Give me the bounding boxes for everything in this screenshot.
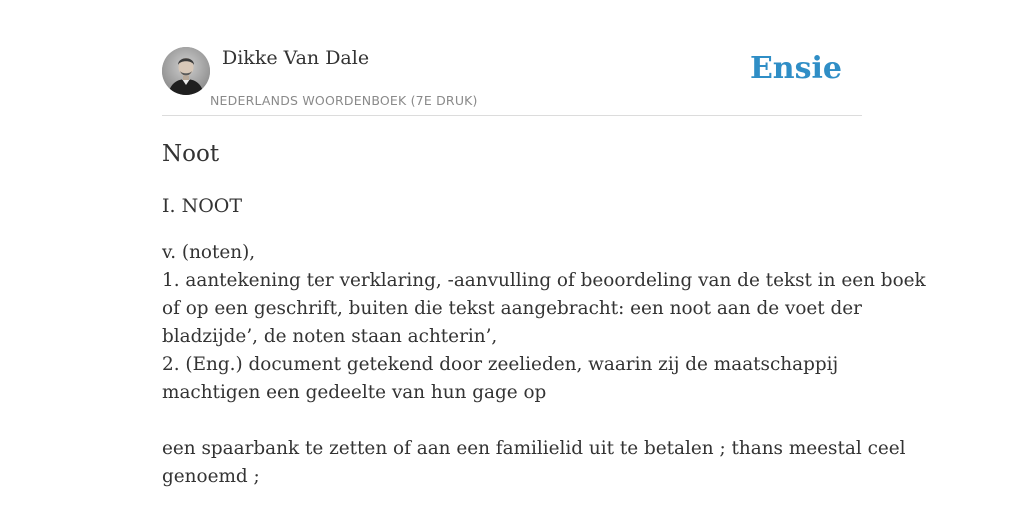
article: [162, 0, 926, 487]
entry-subhead: I. NOOT: [162, 195, 243, 217]
entry-line: of op een geschrift, buiten die tekst aangebracht: een noot aan de voet der: [162, 298, 862, 319]
entry-line: 2. (Eng.) document getekend door zeelieden, waarin zij de maatschappij: [162, 354, 839, 375]
paragraph-gap: [162, 407, 864, 435]
entry-line: bladzijde’, de noten staan achterin’,: [162, 326, 498, 347]
author-name[interactable]: Dikke Van Dale: [222, 47, 370, 69]
entry-body: [162, 239, 926, 491]
portrait-photo-icon: [162, 47, 210, 95]
source-label: NEDERLANDS WOORDENBOEK (7E DRUK): [210, 93, 478, 108]
article-header: [162, 0, 862, 116]
entry-line: 1. aantekening ter verklaring, -aanvulling of beoordeling van de tekst in een boek: [162, 270, 926, 291]
entry-title: Noot: [162, 141, 220, 167]
entry-line: v. (noten),: [162, 242, 256, 263]
entry-line: machtigen een gedeelte van hun gage op: [162, 382, 547, 403]
author-avatar[interactable]: [162, 47, 210, 95]
entry-line: een spaarbank te zetten of aan een familielid uit te betalen ; thans meestal ceel: [162, 438, 906, 459]
entry-line: genoemd ;: [162, 466, 260, 487]
brand-logo[interactable]: Ensie: [749, 51, 842, 86]
